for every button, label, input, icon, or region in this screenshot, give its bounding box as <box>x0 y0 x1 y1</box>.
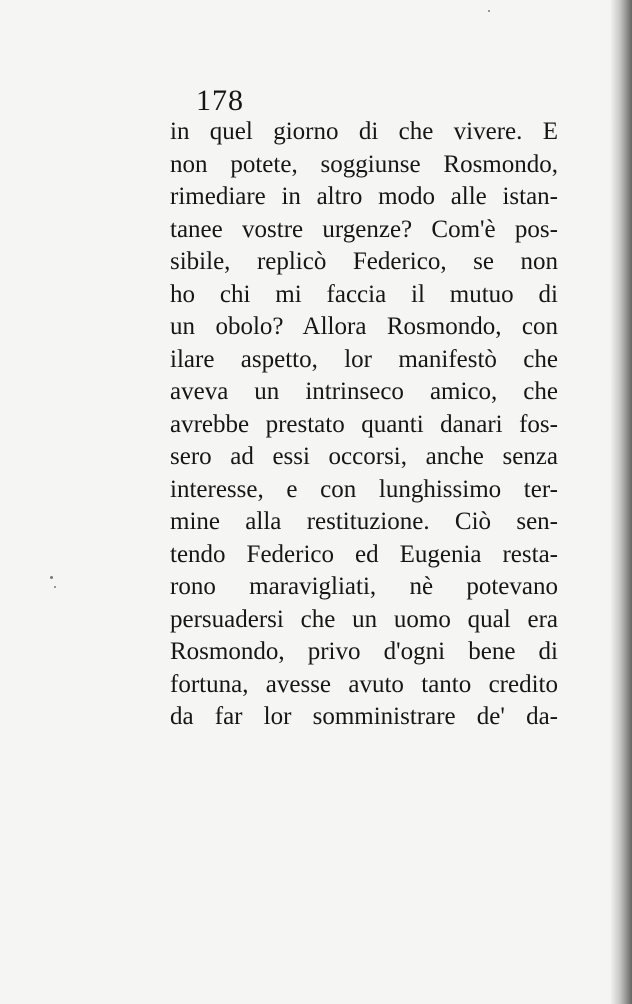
text-line: ilare aspetto, lor manifestò che <box>170 345 558 373</box>
text-line: rimediare in altro modo alle istan- <box>170 183 558 210</box>
ink-speck <box>488 10 490 12</box>
ink-speck <box>50 576 53 579</box>
text-line: rono maravigliati, nè potevano <box>170 573 558 600</box>
text-line: mine alla restituzione. Ciò sen- <box>170 508 558 535</box>
text-line: in quel giorno di che vivere. E <box>170 118 558 145</box>
text-line: sibile, replicò Federico, se non <box>170 248 558 275</box>
text-line: avrebbe prestato quanti danari fos- <box>170 410 558 438</box>
page-number: 178 <box>196 84 244 117</box>
text-line: non potete, soggiunse Rosmondo, <box>170 150 558 178</box>
text-line: da far lor somministrare de' da- <box>170 703 558 730</box>
text-line: aveva un intrinseco amico, che <box>170 378 558 405</box>
page-edge-shadow <box>610 0 632 1004</box>
text-line: Rosmondo, privo d'ogni bene di <box>170 638 558 665</box>
body-text <box>170 116 558 734</box>
text-line: ho chi mi faccia il mutuo di <box>170 280 558 308</box>
text-line: sero ad essi occorsi, anche senza <box>170 443 558 470</box>
text-line: un obolo? Allora Rosmondo, con <box>170 313 558 340</box>
text-line: persuadersi che un uomo qual era <box>170 605 558 633</box>
text-line: interesse, e con lunghissimo ter- <box>170 475 558 503</box>
text-line: tanee vostre urgenze? Com'è pos- <box>170 215 558 243</box>
ink-speck <box>54 586 56 588</box>
text-line: tendo Federico ed Eugenia resta- <box>170 540 558 568</box>
text-line: fortuna, avesse avuto tanto credito <box>170 670 558 698</box>
